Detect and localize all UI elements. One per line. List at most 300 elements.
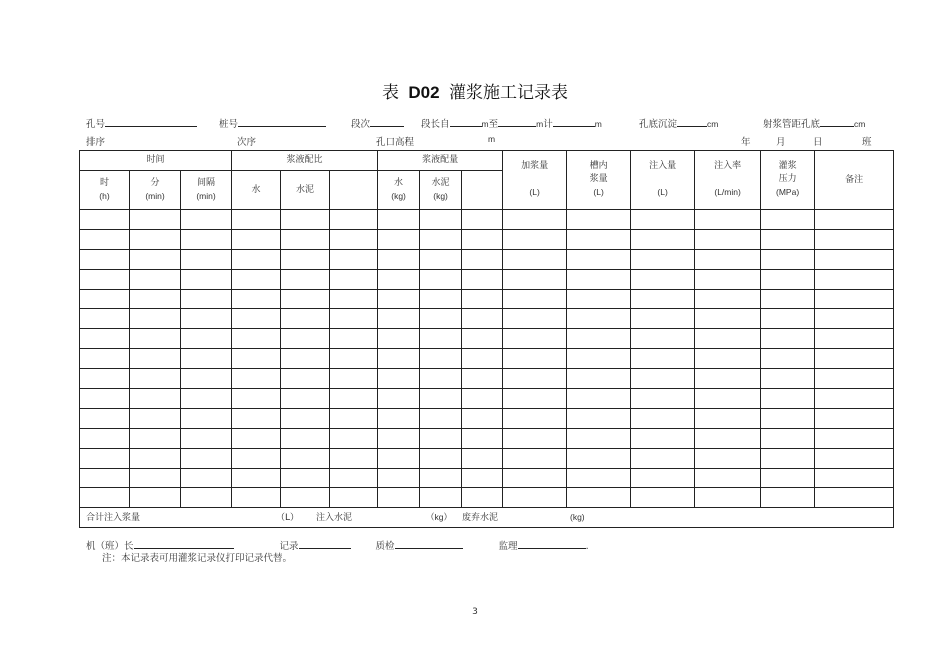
- header-cement: 水泥: [281, 171, 330, 210]
- table-cell[interactable]: [232, 428, 281, 448]
- tank-label: 槽内: [589, 161, 608, 171]
- unit-cm: cm: [854, 119, 866, 129]
- table-cell[interactable]: [567, 389, 631, 409]
- interval-label: 间隔: [197, 177, 216, 188]
- inject-cement-label: 注入水泥: [316, 512, 353, 523]
- table-cell[interactable]: [420, 349, 462, 369]
- minute-label: 分: [150, 177, 160, 188]
- table-cell[interactable]: [378, 269, 420, 289]
- title-prefix: 表: [382, 83, 399, 103]
- table-cell[interactable]: [567, 369, 631, 389]
- table-cell[interactable]: [281, 448, 330, 468]
- table-cell[interactable]: [761, 448, 815, 468]
- table-row: [80, 369, 894, 389]
- table-cell[interactable]: [503, 349, 567, 369]
- header-water-kg: [378, 171, 420, 210]
- table-cell[interactable]: [181, 428, 232, 448]
- table-cell[interactable]: [462, 448, 503, 468]
- table-cell[interactable]: [503, 289, 567, 309]
- hole-no-label: 孔号: [86, 119, 106, 130]
- table-cell[interactable]: [761, 468, 815, 488]
- table-cell[interactable]: [330, 269, 378, 289]
- table-cell[interactable]: [462, 428, 503, 448]
- inject-kg-unit: （kg）: [426, 511, 452, 522]
- table-cell[interactable]: [420, 428, 462, 448]
- table-cell[interactable]: [567, 488, 631, 508]
- table-cell[interactable]: [181, 249, 232, 269]
- table-cell[interactable]: [567, 210, 631, 230]
- table-cell[interactable]: [695, 349, 761, 369]
- table-cell[interactable]: [631, 229, 695, 249]
- table-cell[interactable]: [567, 448, 631, 468]
- table-cell[interactable]: [631, 309, 695, 329]
- table-cell[interactable]: [378, 309, 420, 329]
- table-row: [80, 309, 894, 329]
- header-water: 水: [232, 171, 281, 210]
- waste-cement-label: 废弃水泥: [462, 512, 499, 523]
- table-cell[interactable]: [232, 329, 281, 349]
- table-cell[interactable]: [761, 488, 815, 508]
- table-cell[interactable]: [378, 289, 420, 309]
- table-cell[interactable]: [281, 369, 330, 389]
- table-cell[interactable]: [420, 389, 462, 409]
- table-cell[interactable]: [503, 428, 567, 448]
- table-cell[interactable]: [80, 468, 130, 488]
- seg-to-label: 至: [488, 119, 499, 130]
- table-cell[interactable]: [815, 408, 894, 428]
- table-cell[interactable]: [503, 389, 567, 409]
- total-inject-label: 合计注入浆量: [86, 512, 141, 523]
- table-cell[interactable]: [420, 488, 462, 508]
- table-cell[interactable]: [232, 349, 281, 369]
- table-cell[interactable]: [462, 349, 503, 369]
- table-cell[interactable]: [330, 309, 378, 329]
- table-cell[interactable]: [130, 349, 181, 369]
- table-cell[interactable]: [232, 289, 281, 309]
- table-cell[interactable]: [181, 349, 232, 369]
- cement-kg-label: 水泥: [431, 177, 450, 188]
- table-cell[interactable]: [761, 329, 815, 349]
- table-cell[interactable]: [281, 408, 330, 428]
- year-label: 年: [741, 137, 751, 148]
- table-cell[interactable]: [80, 428, 130, 448]
- table-cell[interactable]: [815, 428, 894, 448]
- table-cell[interactable]: [815, 349, 894, 369]
- table-cell[interactable]: [462, 309, 503, 329]
- table-cell[interactable]: [181, 389, 232, 409]
- table-cell[interactable]: [695, 408, 761, 428]
- table-cell[interactable]: [330, 389, 378, 409]
- header-minute: [130, 171, 181, 210]
- table-cell[interactable]: [232, 210, 281, 230]
- table-cell[interactable]: [631, 389, 695, 409]
- table-cell[interactable]: [695, 289, 761, 309]
- table-cell[interactable]: [181, 210, 232, 230]
- pile-no-label: 桩号: [219, 119, 239, 130]
- table-cell[interactable]: [330, 349, 378, 369]
- table-cell[interactable]: [330, 428, 378, 448]
- table-cell[interactable]: [503, 329, 567, 349]
- table-cell[interactable]: [80, 249, 130, 269]
- table-cell[interactable]: [281, 389, 330, 409]
- table-cell[interactable]: [281, 229, 330, 249]
- table-cell[interactable]: [330, 448, 378, 468]
- table-cell[interactable]: [281, 309, 330, 329]
- table-cell[interactable]: [232, 408, 281, 428]
- table-cell[interactable]: [631, 269, 695, 289]
- table-cell[interactable]: [631, 369, 695, 389]
- table-cell[interactable]: [503, 448, 567, 468]
- table-cell[interactable]: [80, 488, 130, 508]
- table-cell[interactable]: [281, 329, 330, 349]
- table-cell[interactable]: [761, 349, 815, 369]
- table-cell[interactable]: [378, 468, 420, 488]
- table-cell[interactable]: [378, 389, 420, 409]
- table-row: [80, 468, 894, 488]
- cement-kg-unit: (kg): [433, 190, 448, 201]
- table-cell[interactable]: [130, 269, 181, 289]
- table-cell[interactable]: [631, 329, 695, 349]
- table-cell[interactable]: [695, 369, 761, 389]
- tank-unit: (L): [593, 187, 604, 197]
- table-cell[interactable]: [80, 309, 130, 329]
- table-cell[interactable]: [181, 289, 232, 309]
- table-cell[interactable]: [130, 369, 181, 389]
- tank-label-2: 浆量: [589, 174, 608, 184]
- table-cell[interactable]: [503, 309, 567, 329]
- table-cell[interactable]: [567, 309, 631, 329]
- table-cell[interactable]: [815, 448, 894, 468]
- table-cell[interactable]: [815, 488, 894, 508]
- table-cell[interactable]: [378, 329, 420, 349]
- table-cell[interactable]: [80, 369, 130, 389]
- table-cell[interactable]: [761, 309, 815, 329]
- table-cell[interactable]: [695, 448, 761, 468]
- table-cell[interactable]: [462, 249, 503, 269]
- table-cell[interactable]: [503, 210, 567, 230]
- table-cell[interactable]: [232, 468, 281, 488]
- unit-m: m: [594, 119, 602, 129]
- table-cell[interactable]: [462, 389, 503, 409]
- table-cell[interactable]: [281, 349, 330, 369]
- table-cell[interactable]: [130, 389, 181, 409]
- table-cell[interactable]: [462, 488, 503, 508]
- table-cell[interactable]: [330, 210, 378, 230]
- table-cell[interactable]: [761, 389, 815, 409]
- table-cell[interactable]: [130, 309, 181, 329]
- table-cell[interactable]: [378, 369, 420, 389]
- header-rate: [695, 151, 761, 210]
- table-cell[interactable]: [80, 269, 130, 289]
- table-cell[interactable]: [761, 249, 815, 269]
- table-cell[interactable]: [181, 408, 232, 428]
- table-cell[interactable]: [80, 289, 130, 309]
- table-cell[interactable]: [695, 229, 761, 249]
- table-cell[interactable]: [462, 408, 503, 428]
- table-cell[interactable]: [378, 249, 420, 269]
- table-cell[interactable]: [378, 210, 420, 230]
- table-cell[interactable]: [420, 408, 462, 428]
- sediment-blank[interactable]: [677, 117, 707, 127]
- table-cell[interactable]: [80, 210, 130, 230]
- table-cell[interactable]: [815, 249, 894, 269]
- page-title: [0, 78, 950, 103]
- title-code: D02: [408, 83, 440, 102]
- table-cell[interactable]: [378, 428, 420, 448]
- table-cell[interactable]: [130, 249, 181, 269]
- table-cell[interactable]: [130, 210, 181, 230]
- table-cell[interactable]: [462, 229, 503, 249]
- table-cell[interactable]: [232, 309, 281, 329]
- table-cell[interactable]: [567, 349, 631, 369]
- table-cell[interactable]: [462, 329, 503, 349]
- table-cell[interactable]: [80, 408, 130, 428]
- table-cell[interactable]: [695, 389, 761, 409]
- header-cement-kg: [420, 171, 462, 210]
- table-cell[interactable]: [232, 369, 281, 389]
- table-cell[interactable]: [761, 269, 815, 289]
- table-cell[interactable]: [420, 369, 462, 389]
- table-cell[interactable]: [181, 468, 232, 488]
- table-cell[interactable]: [695, 210, 761, 230]
- header-hour: [80, 171, 130, 210]
- table-cell[interactable]: [378, 349, 420, 369]
- table-cell[interactable]: [631, 448, 695, 468]
- table-cell[interactable]: [420, 249, 462, 269]
- table-cell[interactable]: [130, 229, 181, 249]
- machine-leader-blank[interactable]: [134, 539, 234, 549]
- table-cell[interactable]: [815, 229, 894, 249]
- month-label: 月: [776, 137, 786, 148]
- table-cell[interactable]: [503, 229, 567, 249]
- segment-field: [351, 116, 404, 130]
- total-l-unit: （L）: [276, 512, 300, 523]
- table-cell[interactable]: [567, 229, 631, 249]
- table-cell[interactable]: [330, 229, 378, 249]
- table-cell[interactable]: [695, 488, 761, 508]
- table-cell[interactable]: [80, 329, 130, 349]
- table-cell[interactable]: [631, 468, 695, 488]
- table-row: [80, 389, 894, 409]
- table-cell[interactable]: [420, 229, 462, 249]
- table-cell[interactable]: [130, 448, 181, 468]
- table-cell[interactable]: [503, 249, 567, 269]
- recorder-blank[interactable]: [299, 539, 351, 549]
- table-cell[interactable]: [420, 329, 462, 349]
- segment-label: 段次: [351, 119, 371, 130]
- table-cell[interactable]: [567, 428, 631, 448]
- total-row: [80, 508, 894, 528]
- table-cell[interactable]: [281, 428, 330, 448]
- table-cell[interactable]: [503, 269, 567, 289]
- table-cell[interactable]: [631, 408, 695, 428]
- unit-cm: cm: [707, 119, 719, 129]
- end-mark: .: [585, 541, 589, 552]
- table-cell[interactable]: [631, 349, 695, 369]
- table-cell[interactable]: [815, 369, 894, 389]
- table-cell[interactable]: [181, 269, 232, 289]
- table-cell[interactable]: [420, 289, 462, 309]
- table-cell[interactable]: [503, 468, 567, 488]
- table-cell[interactable]: [281, 289, 330, 309]
- table-cell[interactable]: [330, 329, 378, 349]
- table-row: [80, 448, 894, 468]
- hour-unit: (h): [99, 190, 110, 201]
- table-row: [80, 229, 894, 249]
- add-amount-label: 加浆量: [521, 161, 549, 171]
- pipe-distance-blank[interactable]: [820, 117, 854, 127]
- table-cell[interactable]: [567, 249, 631, 269]
- table-cell[interactable]: [80, 229, 130, 249]
- table-cell[interactable]: [567, 468, 631, 488]
- table-cell[interactable]: [181, 488, 232, 508]
- table-cell[interactable]: [815, 210, 894, 230]
- table-cell[interactable]: [761, 408, 815, 428]
- table-cell[interactable]: [130, 488, 181, 508]
- table-cell[interactable]: [281, 488, 330, 508]
- supervisor-blank[interactable]: [518, 539, 586, 549]
- order-label: 排序: [86, 137, 106, 148]
- header-amount: 浆液配量: [378, 151, 503, 171]
- unit-m: m: [488, 134, 496, 144]
- table-cell[interactable]: [761, 369, 815, 389]
- table-cell[interactable]: [462, 468, 503, 488]
- table-row: [80, 329, 894, 349]
- table-cell[interactable]: [130, 408, 181, 428]
- table-cell[interactable]: [80, 389, 130, 409]
- table-cell[interactable]: [462, 369, 503, 389]
- table-cell[interactable]: [761, 229, 815, 249]
- table-cell[interactable]: [330, 408, 378, 428]
- pile-no-blank[interactable]: [238, 117, 326, 127]
- table-cell[interactable]: [567, 269, 631, 289]
- water-kg-label: 水: [394, 177, 404, 188]
- table-row: [80, 349, 894, 369]
- table-cell[interactable]: [815, 389, 894, 409]
- table-cell[interactable]: [281, 210, 330, 230]
- pipe-distance-field: [763, 116, 865, 130]
- table-cell[interactable]: [330, 249, 378, 269]
- table-cell[interactable]: [181, 369, 232, 389]
- table-cell[interactable]: [378, 408, 420, 428]
- table-cell[interactable]: [80, 349, 130, 369]
- machine-leader-label: 机（班）长: [86, 541, 134, 552]
- table-cell[interactable]: [815, 289, 894, 309]
- table-cell[interactable]: [330, 468, 378, 488]
- table-cell[interactable]: [420, 309, 462, 329]
- table-cell[interactable]: [695, 329, 761, 349]
- table-cell[interactable]: [281, 249, 330, 269]
- footnote: 注：本记录表可用灌浆记录仪打印记录代替。: [102, 553, 293, 564]
- table-cell[interactable]: [420, 468, 462, 488]
- qc-blank[interactable]: [395, 539, 463, 549]
- table-cell[interactable]: [815, 309, 894, 329]
- table-cell[interactable]: [631, 428, 695, 448]
- table-row: [80, 269, 894, 289]
- table-cell[interactable]: [420, 269, 462, 289]
- page-number: 3: [472, 607, 478, 617]
- table-cell[interactable]: [631, 289, 695, 309]
- table-cell[interactable]: [567, 289, 631, 309]
- table-cell[interactable]: [462, 269, 503, 289]
- table-cell[interactable]: [378, 488, 420, 508]
- table-cell[interactable]: [815, 269, 894, 289]
- segment-blank[interactable]: [370, 117, 404, 127]
- table-cell[interactable]: [232, 249, 281, 269]
- seg-from-blank[interactable]: [450, 117, 482, 127]
- table-cell[interactable]: [462, 210, 503, 230]
- hour-label: 时: [99, 177, 109, 188]
- table-cell[interactable]: [130, 468, 181, 488]
- table-cell[interactable]: [130, 289, 181, 309]
- header-interval: [181, 171, 232, 210]
- table-cell[interactable]: [761, 289, 815, 309]
- table-cell[interactable]: [281, 468, 330, 488]
- table-cell[interactable]: [181, 309, 232, 329]
- table-cell[interactable]: [695, 269, 761, 289]
- table-cell[interactable]: [631, 249, 695, 269]
- table-cell[interactable]: [567, 329, 631, 349]
- table-cell[interactable]: [330, 369, 378, 389]
- table-cell[interactable]: [80, 448, 130, 468]
- seg-total-blank[interactable]: [553, 117, 595, 127]
- table-cell[interactable]: [378, 229, 420, 249]
- table-cell[interactable]: [631, 488, 695, 508]
- table-cell[interactable]: [761, 210, 815, 230]
- inject-label: 注入量: [649, 161, 677, 171]
- table-cell[interactable]: [420, 448, 462, 468]
- seg-to-blank[interactable]: [498, 117, 536, 127]
- table-cell[interactable]: [503, 488, 567, 508]
- table-cell[interactable]: [695, 428, 761, 448]
- table-cell[interactable]: [281, 269, 330, 289]
- table-cell[interactable]: [232, 448, 281, 468]
- table-cell[interactable]: [130, 329, 181, 349]
- table-row: [80, 428, 894, 448]
- table-cell[interactable]: [130, 428, 181, 448]
- table-cell[interactable]: [378, 448, 420, 468]
- table-cell[interactable]: [181, 448, 232, 468]
- table-cell[interactable]: [420, 210, 462, 230]
- table-cell[interactable]: [462, 289, 503, 309]
- minute-unit: (min): [145, 190, 165, 201]
- pile-no-field: [219, 116, 326, 130]
- table-cell[interactable]: [815, 329, 894, 349]
- table-cell[interactable]: [232, 389, 281, 409]
- table-cell[interactable]: [695, 249, 761, 269]
- table-cell[interactable]: [503, 408, 567, 428]
- hole-no-blank[interactable]: [105, 117, 197, 127]
- table-cell[interactable]: [330, 289, 378, 309]
- table-cell[interactable]: [761, 428, 815, 448]
- sediment-label: 孔底沉淀: [639, 119, 678, 130]
- pressure-unit: (MPa): [776, 187, 800, 197]
- table-cell[interactable]: [181, 329, 232, 349]
- sequence-label: 次序: [237, 137, 257, 148]
- table-cell[interactable]: [181, 229, 232, 249]
- table-cell[interactable]: [567, 408, 631, 428]
- table-cell[interactable]: [503, 369, 567, 389]
- table-cell[interactable]: [631, 210, 695, 230]
- table-cell[interactable]: [695, 309, 761, 329]
- grout-record-table: [79, 150, 894, 528]
- table-cell[interactable]: [232, 229, 281, 249]
- table-cell[interactable]: [330, 488, 378, 508]
- table-cell[interactable]: [695, 468, 761, 488]
- table-cell[interactable]: [232, 488, 281, 508]
- table-cell[interactable]: [815, 468, 894, 488]
- table-cell[interactable]: [232, 269, 281, 289]
